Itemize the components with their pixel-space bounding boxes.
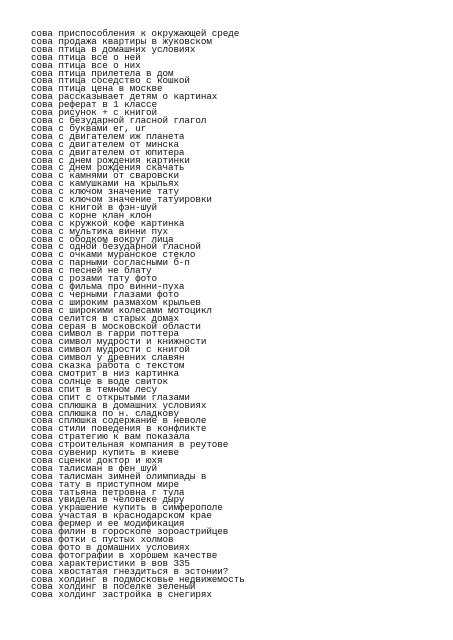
keyword-line: сова сувенир купить в киеве xyxy=(31,447,179,459)
keyword-line: сова украшение купить в симферополе xyxy=(31,502,223,514)
keyword-line: сова с парными согласными б-п xyxy=(31,257,190,269)
keyword-line: сова холдинг в поселке зеленый xyxy=(31,581,196,593)
keyword-line: сова с ободком вокруг лица xyxy=(31,233,174,245)
keyword-line: сова продажа квартиры в жуковском xyxy=(31,35,212,47)
keyword-line: сова символ в гарри поттера xyxy=(31,328,179,340)
keyword-line: сова с камнями от сваровски xyxy=(31,170,179,182)
keyword-line: сова фото в домашних условиях xyxy=(31,541,190,553)
keyword-line: сова смотрит в низ картинка xyxy=(31,367,179,379)
keyword-line: сова с двигателем иж планета xyxy=(31,130,185,142)
keyword-line: сова холдинг застройка в снегирях xyxy=(31,589,212,601)
keyword-line: сова с очками муранское стекло xyxy=(31,249,196,261)
keyword-line: сова рассказывает детям о картинах xyxy=(31,91,218,103)
keyword-line: сова талисман зимней олимпиады в xyxy=(31,470,207,482)
keyword-line: сова спит с открытыми глазами xyxy=(31,391,190,403)
keyword-line: сова сплюшка в домашних условиях xyxy=(31,399,207,411)
keyword-line: сова фотки с пустых холмов xyxy=(31,534,174,545)
keyword-line: сова характеристики в вов 335 xyxy=(31,557,190,569)
keyword-line: сова строительная компания в реутове xyxy=(31,439,229,451)
keyword-line: сова с ключом значение тату xyxy=(31,186,179,198)
keyword-line: сова реферат в 1 классе xyxy=(31,99,158,111)
keyword-line: сова с фильма про винни-пуха xyxy=(31,281,185,292)
keyword-line: сова птица все о них xyxy=(31,59,141,71)
keyword-line: сова с одной безударной гласной xyxy=(31,241,201,253)
keyword-line: сова стили поведения в конфликте xyxy=(31,423,207,435)
keyword-line: сова талисман в фен шуй xyxy=(31,462,158,474)
keyword-list xyxy=(31,30,436,599)
keyword-line: сова сценки доктор и юхя xyxy=(31,454,163,466)
keyword-line: сова солнце в воде свиток xyxy=(31,375,168,387)
keyword-line: сова рисунок + с книгой xyxy=(31,107,158,119)
keyword-line: сова с песней не блату xyxy=(31,265,152,277)
keyword-line: сова сплюшка по н. сладкову xyxy=(31,407,179,419)
keyword-line: сова с корне клан клон xyxy=(31,209,152,221)
keyword-line: сова птица соседство с кошкой xyxy=(31,75,190,87)
keyword-line: сова с широкими колесами мотоцикл xyxy=(31,304,212,316)
keyword-line: сова с мультика винни пух xyxy=(31,225,168,237)
keyword-line: сова холдинг в подмосковье недвижемость xyxy=(31,573,245,585)
keyword-line: сова с двигателем от юпитера xyxy=(31,146,185,158)
keyword-line: сова хвостатая гнездиться в эстонии? xyxy=(31,565,229,577)
keyword-line: сова фотографии в хорошем качестве xyxy=(31,549,218,561)
keyword-line: сова татьяна петровна г тула xyxy=(31,486,185,498)
keyword-line: сова птица цена в москве xyxy=(31,83,163,95)
keyword-line: сова с ключом значение татуировки xyxy=(31,194,212,206)
keyword-line: сова с днем рождения картинки xyxy=(31,154,190,166)
keyword-line: сова символ мудрости с книгой xyxy=(31,344,190,356)
keyword-line: сова с камушками на крыльях xyxy=(31,178,179,190)
keyword-line: сова с буквами er, ur xyxy=(31,122,147,134)
keyword-line: сова участая в краснодарском крае xyxy=(31,510,212,522)
keyword-line: сова с кружкой кофе картинка xyxy=(31,217,185,229)
keyword-line: сова серая в московской области xyxy=(31,320,201,332)
keyword-line: сова приспособления к окружающей среде xyxy=(31,28,240,39)
keyword-line: сова с безударной гласной глагол xyxy=(31,114,207,126)
keyword-line: сова символ у древних славян xyxy=(31,352,185,364)
keyword-line: сова сплюшка содержание в неволе xyxy=(31,415,207,427)
keyword-line: сова птица в домашних условиях xyxy=(31,43,196,55)
keyword-line: сова с днем рождения скачать xyxy=(31,162,185,174)
keyword-line: сова с розами тату фото xyxy=(31,273,158,285)
keyword-line: сова селится в старых домах xyxy=(31,312,179,324)
keyword-line: сова птица все о ней xyxy=(31,51,141,63)
keyword-line: сова с широким размахом крыльев xyxy=(31,296,201,308)
keyword-line: сова с черными глазами фото xyxy=(31,288,179,300)
keyword-line: сова спит в темном лесу xyxy=(31,383,158,395)
keyword-line: сова сказка работа с текстом xyxy=(31,360,185,372)
keyword-line: сова символ мудрости и книжности xyxy=(31,336,207,348)
keyword-line: сова птица прилетела в дом xyxy=(31,67,174,79)
keyword-line: сова стратегию к вам показала xyxy=(31,431,190,443)
keyword-line: сова фермер и ее модификация xyxy=(31,518,185,530)
keyword-line: сова тату в приступном мире xyxy=(31,478,179,490)
keyword-line: сова филин в гороскопе зороастрийцев xyxy=(31,526,229,538)
keyword-line: сова с книгой в фэн-шуй xyxy=(31,201,158,213)
keyword-line: сова увидела в человеке дыру xyxy=(31,494,185,506)
keyword-line: сова с двигателем от минска xyxy=(31,138,179,150)
